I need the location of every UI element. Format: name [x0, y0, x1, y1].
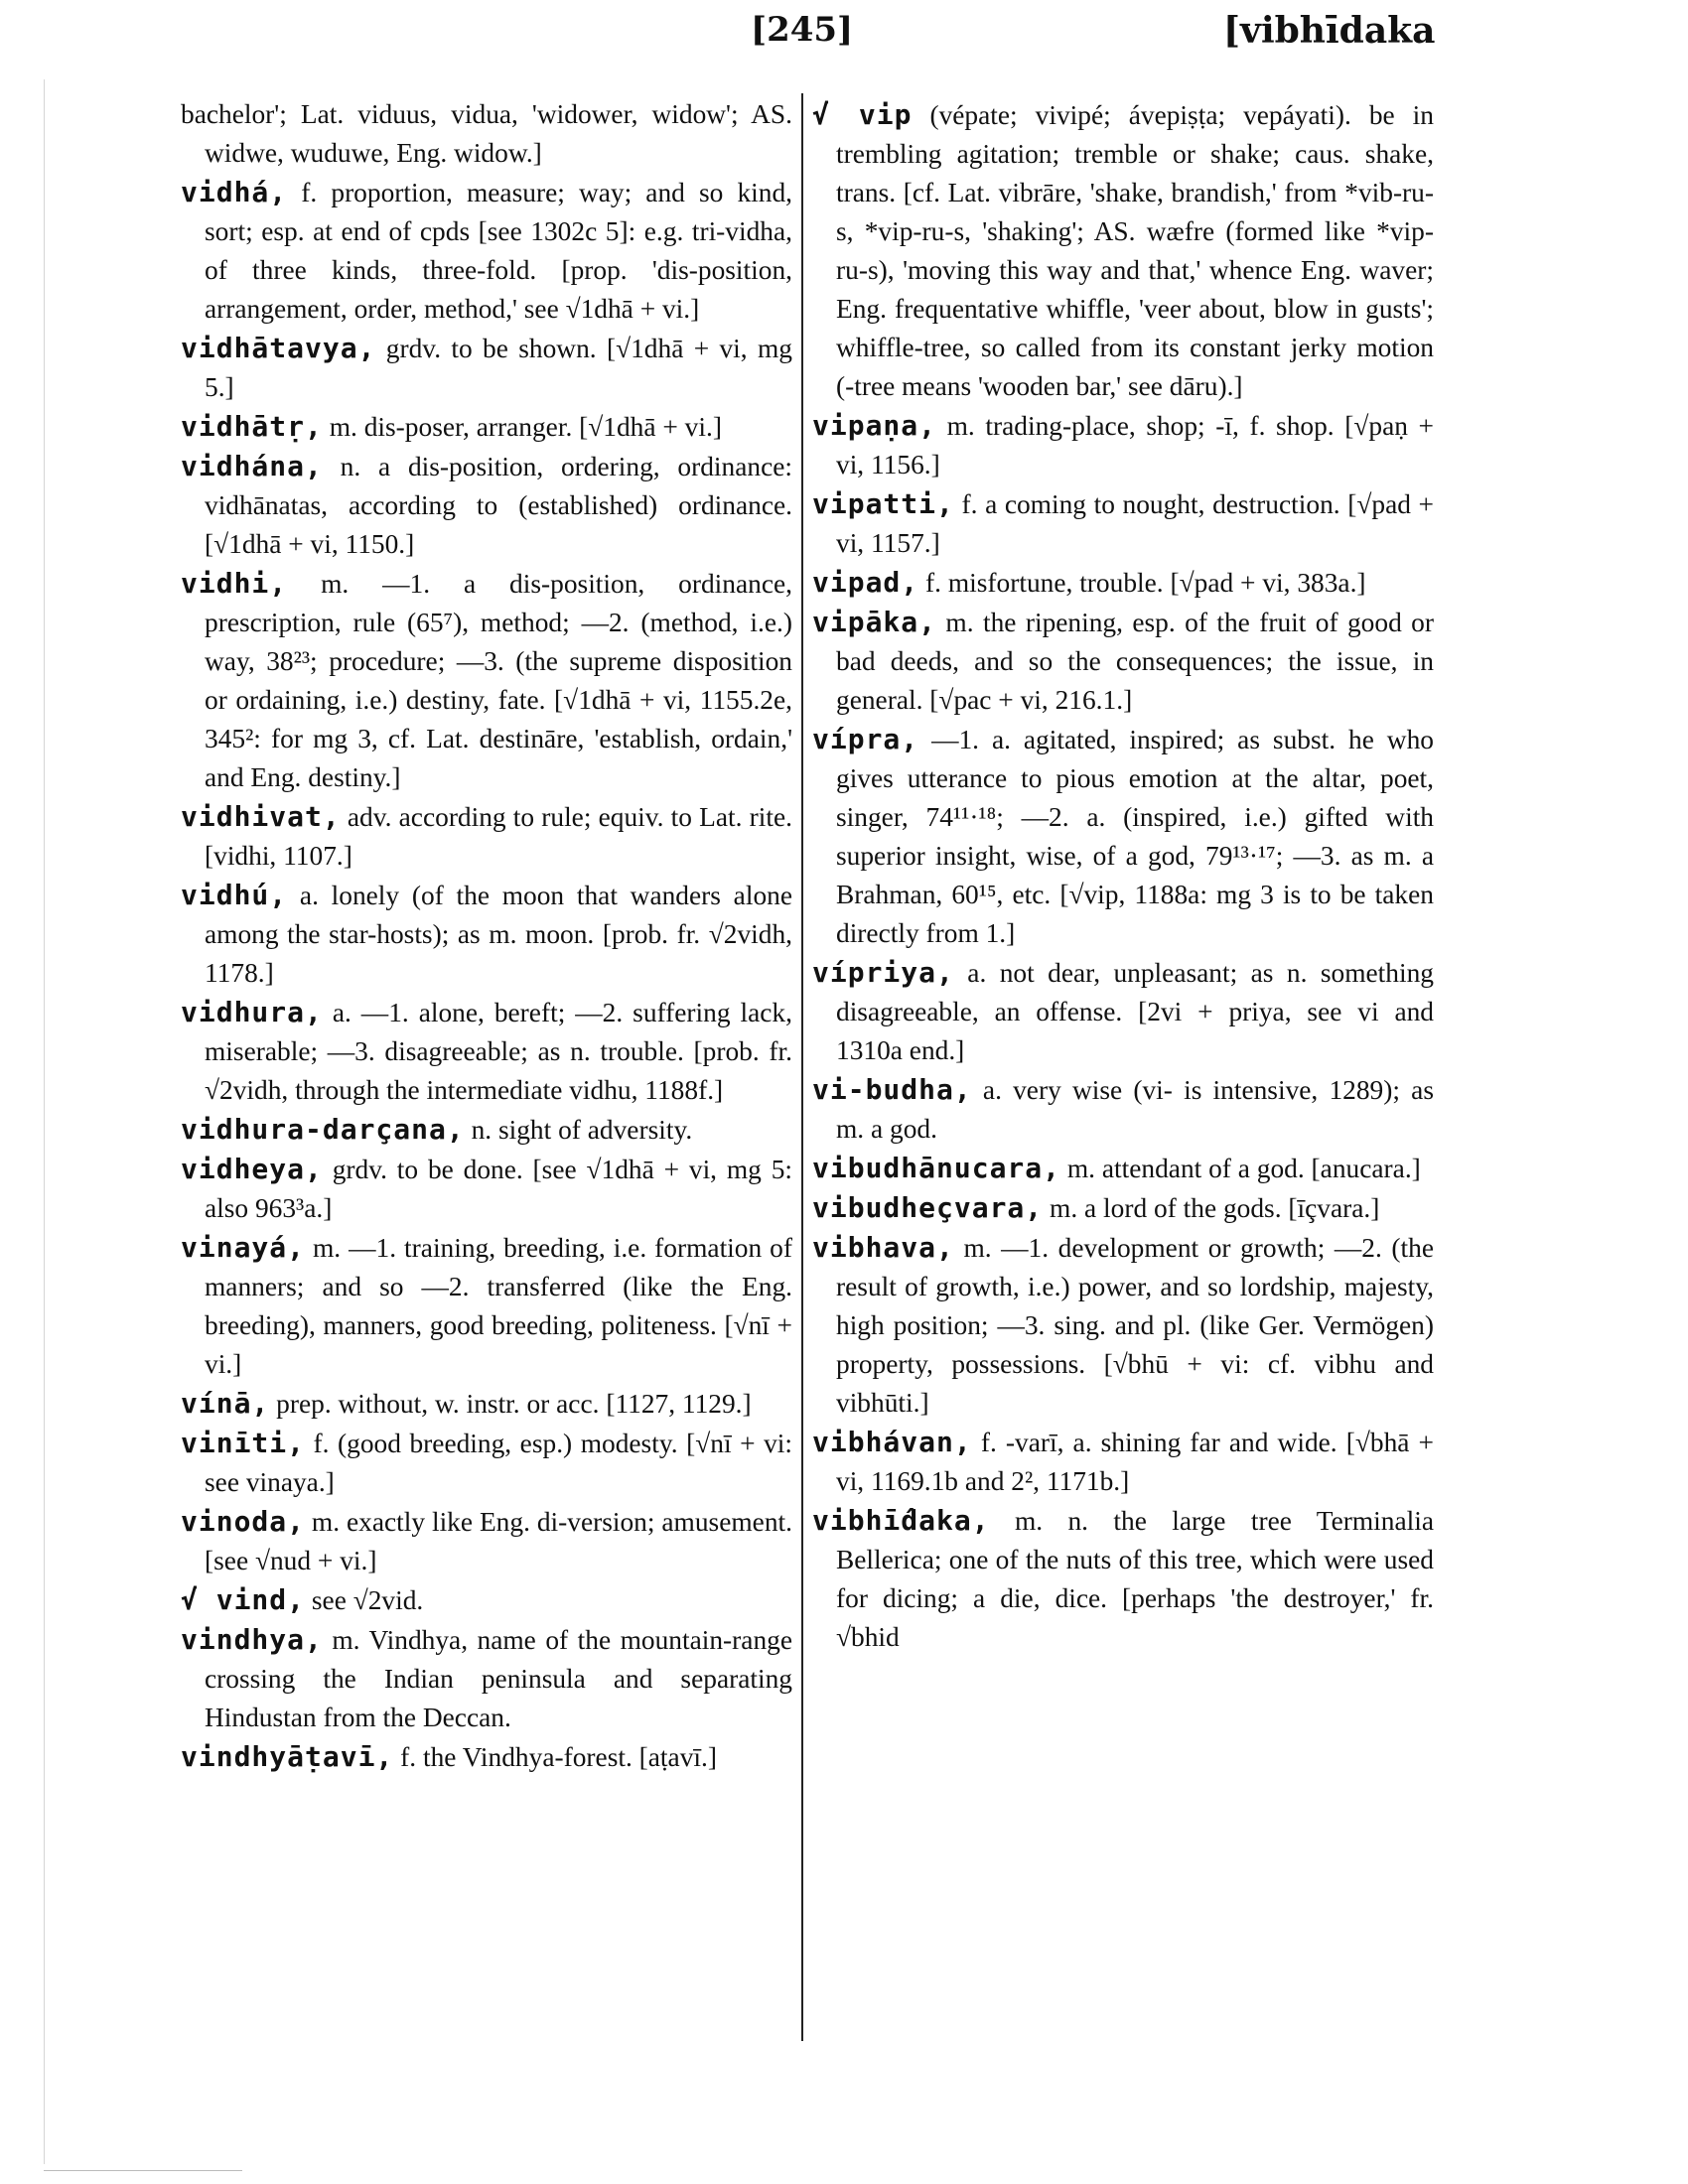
dictionary-entry	[181, 173, 792, 329]
entry-headword: vipad,	[812, 566, 919, 599]
entry-headword: vidhi,	[181, 567, 288, 600]
entry-headword: vibhī́daka,	[812, 1504, 990, 1537]
dictionary-entry	[812, 603, 1434, 720]
entry-text: (vépate; vivipé; ávepiṣṭa; vepáyati). be in trembling agitation; tremble or shake; caus. shake, trans. [cf. Lat. vibrāre, 'shake, brandish,' from *vib-ru-s, *vip-ru-s, 'shaking'; AS. wæfre (formed like *vip-ru-s), 'moving this way and that,' whence Eng. waver; Eng. frequentative whiffle, 'veer about, blow in gusts'; whiffle-tree, so called from its constant jerky motion (-tree means 'wooden bar,' see dāru).]	[836, 100, 1434, 401]
entry-headword: vipāka,	[812, 606, 937, 638]
dictionary-entry	[181, 876, 792, 993]
entry-headword: vípra,	[812, 723, 919, 755]
dictionary-entry	[812, 953, 1434, 1070]
page-header	[0, 10, 1688, 60]
dictionary-entry	[181, 1620, 792, 1737]
entry-headword: vipatti,	[812, 487, 954, 520]
entry-text: grdv. to be shown. [√1dhā + vi, mg 5.]	[205, 334, 792, 402]
entry-headword: vidhá,	[181, 176, 288, 208]
entry-headword: vinīti,	[181, 1427, 306, 1459]
dictionary-entry	[181, 1424, 792, 1502]
entry-headword: vinoda,	[181, 1505, 306, 1538]
entry-text: m. trading-place, shop; -ī, f. shop. [√paṇ + vi, 1156.]	[836, 411, 1434, 479]
dictionary-entry	[812, 1423, 1434, 1501]
right-column	[812, 95, 1434, 1657]
entry-text: m. exactly like Eng. di-version; amusement. [see √nud + vi.]	[205, 1507, 792, 1575]
dictionary-entry	[181, 1150, 792, 1228]
dictionary-entry	[812, 1188, 1434, 1228]
entry-headword: vidhura,	[181, 996, 323, 1028]
entry-headword: vibhava,	[812, 1231, 954, 1264]
entry-text: m. Vindhya, name of the mountain-range crossing the Indian peninsula and separating Hindustan from the Deccan.	[205, 1625, 792, 1732]
entry-headword: vindhya,	[181, 1623, 323, 1656]
entry-text: n. a dis-position, ordering, ordinance: vidhānatas, according to (established) ordinance. [√1dhā + vi, 1150.]	[205, 452, 793, 559]
entry-headword: vidhána,	[181, 450, 323, 482]
dictionary-entry	[812, 484, 1434, 563]
entry-text: adv. according to rule; equiv. to Lat. rite. [vidhi, 1107.]	[205, 802, 792, 871]
dictionary-entry	[181, 564, 792, 797]
entry-text: —1. a. agitated, inspired; as subst. he who gives utterance to pious emotion at the altar, poet, singer, 74¹¹·¹⁸; —2. a. (inspired, i.e.) gifted with superior insight, wise, of a god, 79¹³·¹⁷; —3. as m. a Brahman, 60¹⁵, etc. [√vip, 1188a: mg 3 is to be taken directly from 1.]	[836, 725, 1434, 948]
page-number: [245]	[751, 10, 854, 50]
dictionary-entry	[181, 1110, 792, 1150]
entry-headword: vidhivat,	[181, 800, 341, 833]
entry-text: a. very wise (vi- is intensive, 1289); as m. a god.	[836, 1075, 1434, 1144]
entry-headword: vibhávan,	[812, 1426, 972, 1458]
entry-headword: vibudheçvara,	[812, 1191, 1044, 1224]
dictionary-entry	[812, 406, 1434, 484]
entry-headword: vidhātṛ,	[181, 410, 323, 443]
entry-text: m. dis-poser, arranger. [√1dhā + vi.]	[329, 412, 722, 442]
dictionary-entry	[181, 95, 792, 173]
entry-headword: √ vind,	[181, 1583, 306, 1616]
dictionary-entry	[812, 1228, 1434, 1423]
scan-margin-line	[44, 79, 45, 2164]
entry-text: grdv. to be done. [see √1dhā + vi, mg 5: also 963³a.]	[205, 1155, 792, 1223]
entry-headword: √ vip	[812, 98, 913, 131]
column-divider	[801, 93, 803, 2041]
entry-headword: vidheya,	[181, 1153, 323, 1185]
entry-headword: vípriya,	[812, 956, 954, 989]
entry-text: m. —1. development or growth; —2. (the result of growth, i.e.) power, and so lordship, majesty, high position; —3. sing. and pl. (like Ger. Vermögen) property, possessions. [√bhū + vi: cf. vibhu and vibhūti.]	[836, 1233, 1434, 1418]
entry-text: bachelor'; Lat. viduus, vidua, 'widower, widow'; AS. widwe, wuduwe, Eng. widow.]	[181, 99, 792, 168]
entry-text: a. —1. alone, bereft; —2. suffering lack, miserable; —3. disagreeable; as n. trouble. [prob. fr. √2vidh, through the intermediate vidhu, 1188f.]	[205, 998, 792, 1105]
dictionary-entry	[812, 563, 1434, 603]
dictionary-entry	[812, 1149, 1434, 1188]
entry-text: f. (good breeding, esp.) modesty. [√nī + vi: see vinaya.]	[205, 1429, 792, 1497]
dictionary-entry	[181, 1737, 792, 1777]
entry-text: m. —1. training, breeding, i.e. formation of manners; and so —2. transferred (like the Eng. breeding), manners, good breeding, politeness. [√nī + vi.]	[205, 1233, 792, 1379]
running-head: [vibhīdaka	[1223, 10, 1436, 52]
dictionary-entry	[181, 329, 792, 407]
entry-text: m. the ripening, esp. of the fruit of good or bad deeds, and so the consequences; the issue, in general. [√pac + vi, 216.1.]	[836, 608, 1434, 715]
entry-text: f. misfortune, trouble. [√pad + vi, 383a.]	[925, 568, 1366, 598]
dictionary-entry	[181, 1580, 792, 1620]
entry-text: f. -varī, a. shining far and wide. [√bhā + vi, 1169.1b and 2², 1171b.]	[836, 1428, 1434, 1496]
dictionary-entry	[181, 1502, 792, 1580]
dictionary-entry	[812, 720, 1434, 953]
dictionary-entry	[812, 1070, 1434, 1149]
entry-text: f. proportion, measure; way; and so kind, sort; esp. at end of cpds [see 1302c 5]: e.g. tri-vidha, of three kinds, three-fold. [prop. 'dis-position, arrangement, order, method,' see √1dhā + vi.]	[205, 178, 792, 324]
entry-text: m. a lord of the gods. [īçvara.]	[1050, 1193, 1380, 1223]
entry-headword: vindhyāṭavī,	[181, 1740, 394, 1773]
dictionary-entry	[181, 407, 792, 447]
entry-text: prep. without, w. instr. or acc. [1127, 1129.]	[276, 1389, 752, 1419]
entry-text: m. —1. a dis-position, ordinance, prescription, rule (65⁷), method; —2. (method, i.e.) way, 38²³; procedure; —3. (the supreme disposition or ordaining, i.e.) destiny, fate. [√1dhā + vi, 1155.2e, 345²: for mg 3, cf. Lat. destināre, 'establish, ordain,' and Eng. destiny.]	[205, 569, 792, 792]
entry-headword: vidhú,	[181, 879, 288, 911]
entry-headword: vínā,	[181, 1387, 270, 1420]
dictionary-entry	[181, 1228, 792, 1384]
left-column	[181, 95, 792, 1777]
entry-text: f. a coming to nought, destruction. [√pad + vi, 1157.]	[836, 489, 1434, 558]
entry-text: a. not dear, unpleasant; as n. something disagreeable, an offense. [2vi + priya, see vi and 1310a end.]	[836, 958, 1434, 1065]
entry-text: f. the Vindhya-forest. [aṭavī.]	[400, 1742, 717, 1772]
entry-text: n. sight of adversity.	[471, 1115, 693, 1145]
entry-text: a. lonely (of the moon that wanders alone among the star-hosts); as m. moon. [prob. fr. √2vidh, 1178.]	[205, 881, 792, 988]
dictionary-entry	[181, 797, 792, 876]
entry-headword: vi-budha,	[812, 1073, 972, 1106]
entry-headword: vipaṇa,	[812, 409, 937, 442]
entry-text: m. attendant of a god. [anucara.]	[1066, 1154, 1421, 1183]
dictionary-entry	[812, 1501, 1434, 1657]
dictionary-entry	[181, 447, 792, 564]
entry-headword: vidhura-darçana,	[181, 1113, 465, 1146]
entry-text: m. n. the large tree Terminalia Bellerica; one of the nuts of this tree, which were used for dicing; a die, dice. [perhaps 'the destroyer,' fr. √bhid	[836, 1506, 1434, 1652]
entry-headword: vinayá,	[181, 1231, 306, 1264]
dictionary-entry	[812, 95, 1434, 406]
entry-headword: vidhātavya,	[181, 332, 376, 364]
bottom-rule	[44, 2170, 242, 2171]
dictionary-entry	[181, 993, 792, 1110]
dictionary-entry	[181, 1384, 792, 1424]
entry-text: see √2vid.	[311, 1585, 424, 1615]
entry-headword: vibudhānucara,	[812, 1152, 1061, 1184]
